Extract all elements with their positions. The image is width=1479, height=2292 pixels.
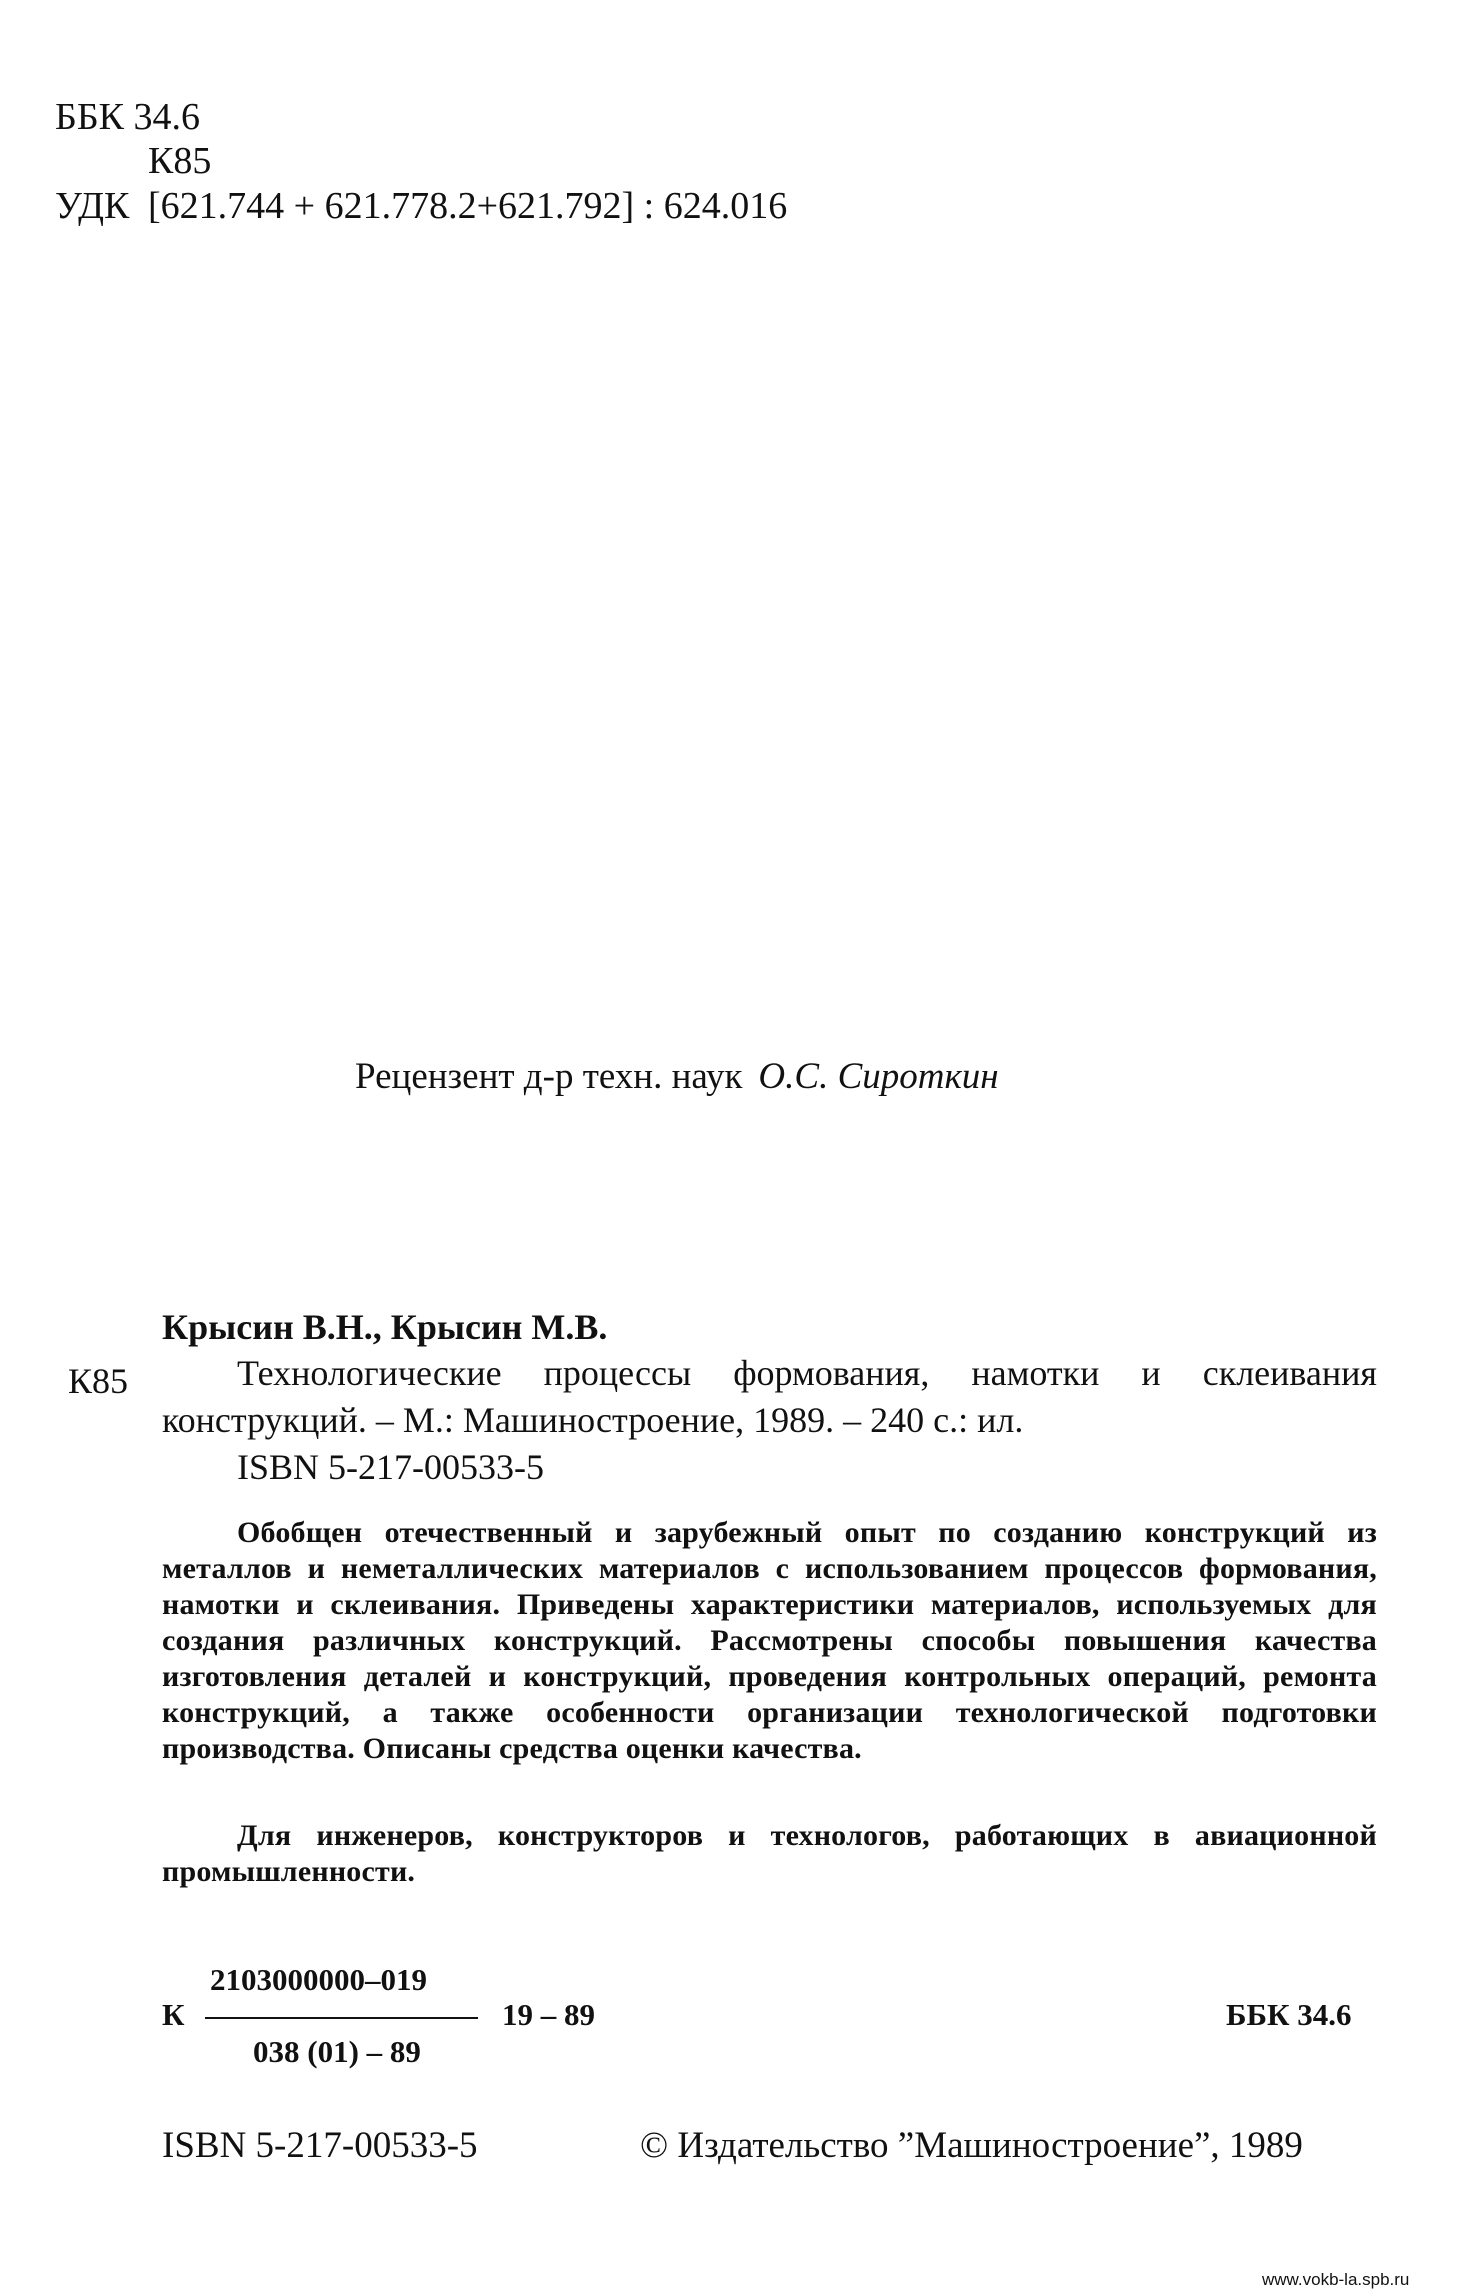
- isbn-footer: ISBN 5-217-00533-5: [162, 2125, 478, 2166]
- copyright: © Издательство ”Машиностроение”, 1989: [640, 2125, 1303, 2166]
- book-title-entry: Технологические процессы формования, намотки и склеивания конструкций. – М.: Машиностроение, 1989. – 240 с.: ил.: [162, 1353, 1377, 1440]
- fraction-line: [205, 2017, 478, 2019]
- bbk-code-top: ББК 34.6: [55, 96, 200, 138]
- catalog-numerator: 2103000000–019: [210, 1962, 427, 1997]
- source-url: www.vokb-la.spb.ru: [1262, 2270, 1410, 2289]
- abstract: Обобщен отечественный и зарубежный опыт по созданию конструкций из металлов и неметаллических материалов с использованием процессов формования, намотки и склеивания. Приведены характеристики материалов, используемых для создания различных конструкций. Рассмотрены способы повышения качества изготовления деталей и конструкций, проведения контрольных операций, ремонта конструкций, а также особенности организации технологической подготовки производства. Описаны средства оценки качества.: [162, 1516, 1377, 1765]
- reviewer-label: Рецензент д-р техн. наук: [355, 1056, 743, 1097]
- udk-value: [621.744 + 621.778.2+621.792] : 624.016: [148, 185, 788, 227]
- udk-label: УДК: [55, 185, 130, 227]
- author-sign-left: К85: [68, 1361, 129, 1401]
- catalog-k-letter: К: [162, 1997, 185, 2032]
- isbn-entry: ISBN 5-217-00533-5: [237, 1447, 544, 1487]
- bbk-code-bottom: ББК 34.6: [1226, 1997, 1352, 2032]
- catalog-middle-code: 19 – 89: [502, 1997, 595, 2032]
- authors: Крысин В.Н., Крысин М.В.: [162, 1307, 608, 1347]
- reviewer-line: [355, 1055, 999, 1098]
- author-sign-top: К85: [148, 140, 212, 182]
- catalog-denominator: 038 (01) – 89: [253, 2034, 421, 2069]
- audience: Для инженеров, конструкторов и технологов, работающих в авиационной промышленности.: [162, 1819, 1377, 1888]
- reviewer-name: О.С. Сироткин: [758, 1056, 999, 1097]
